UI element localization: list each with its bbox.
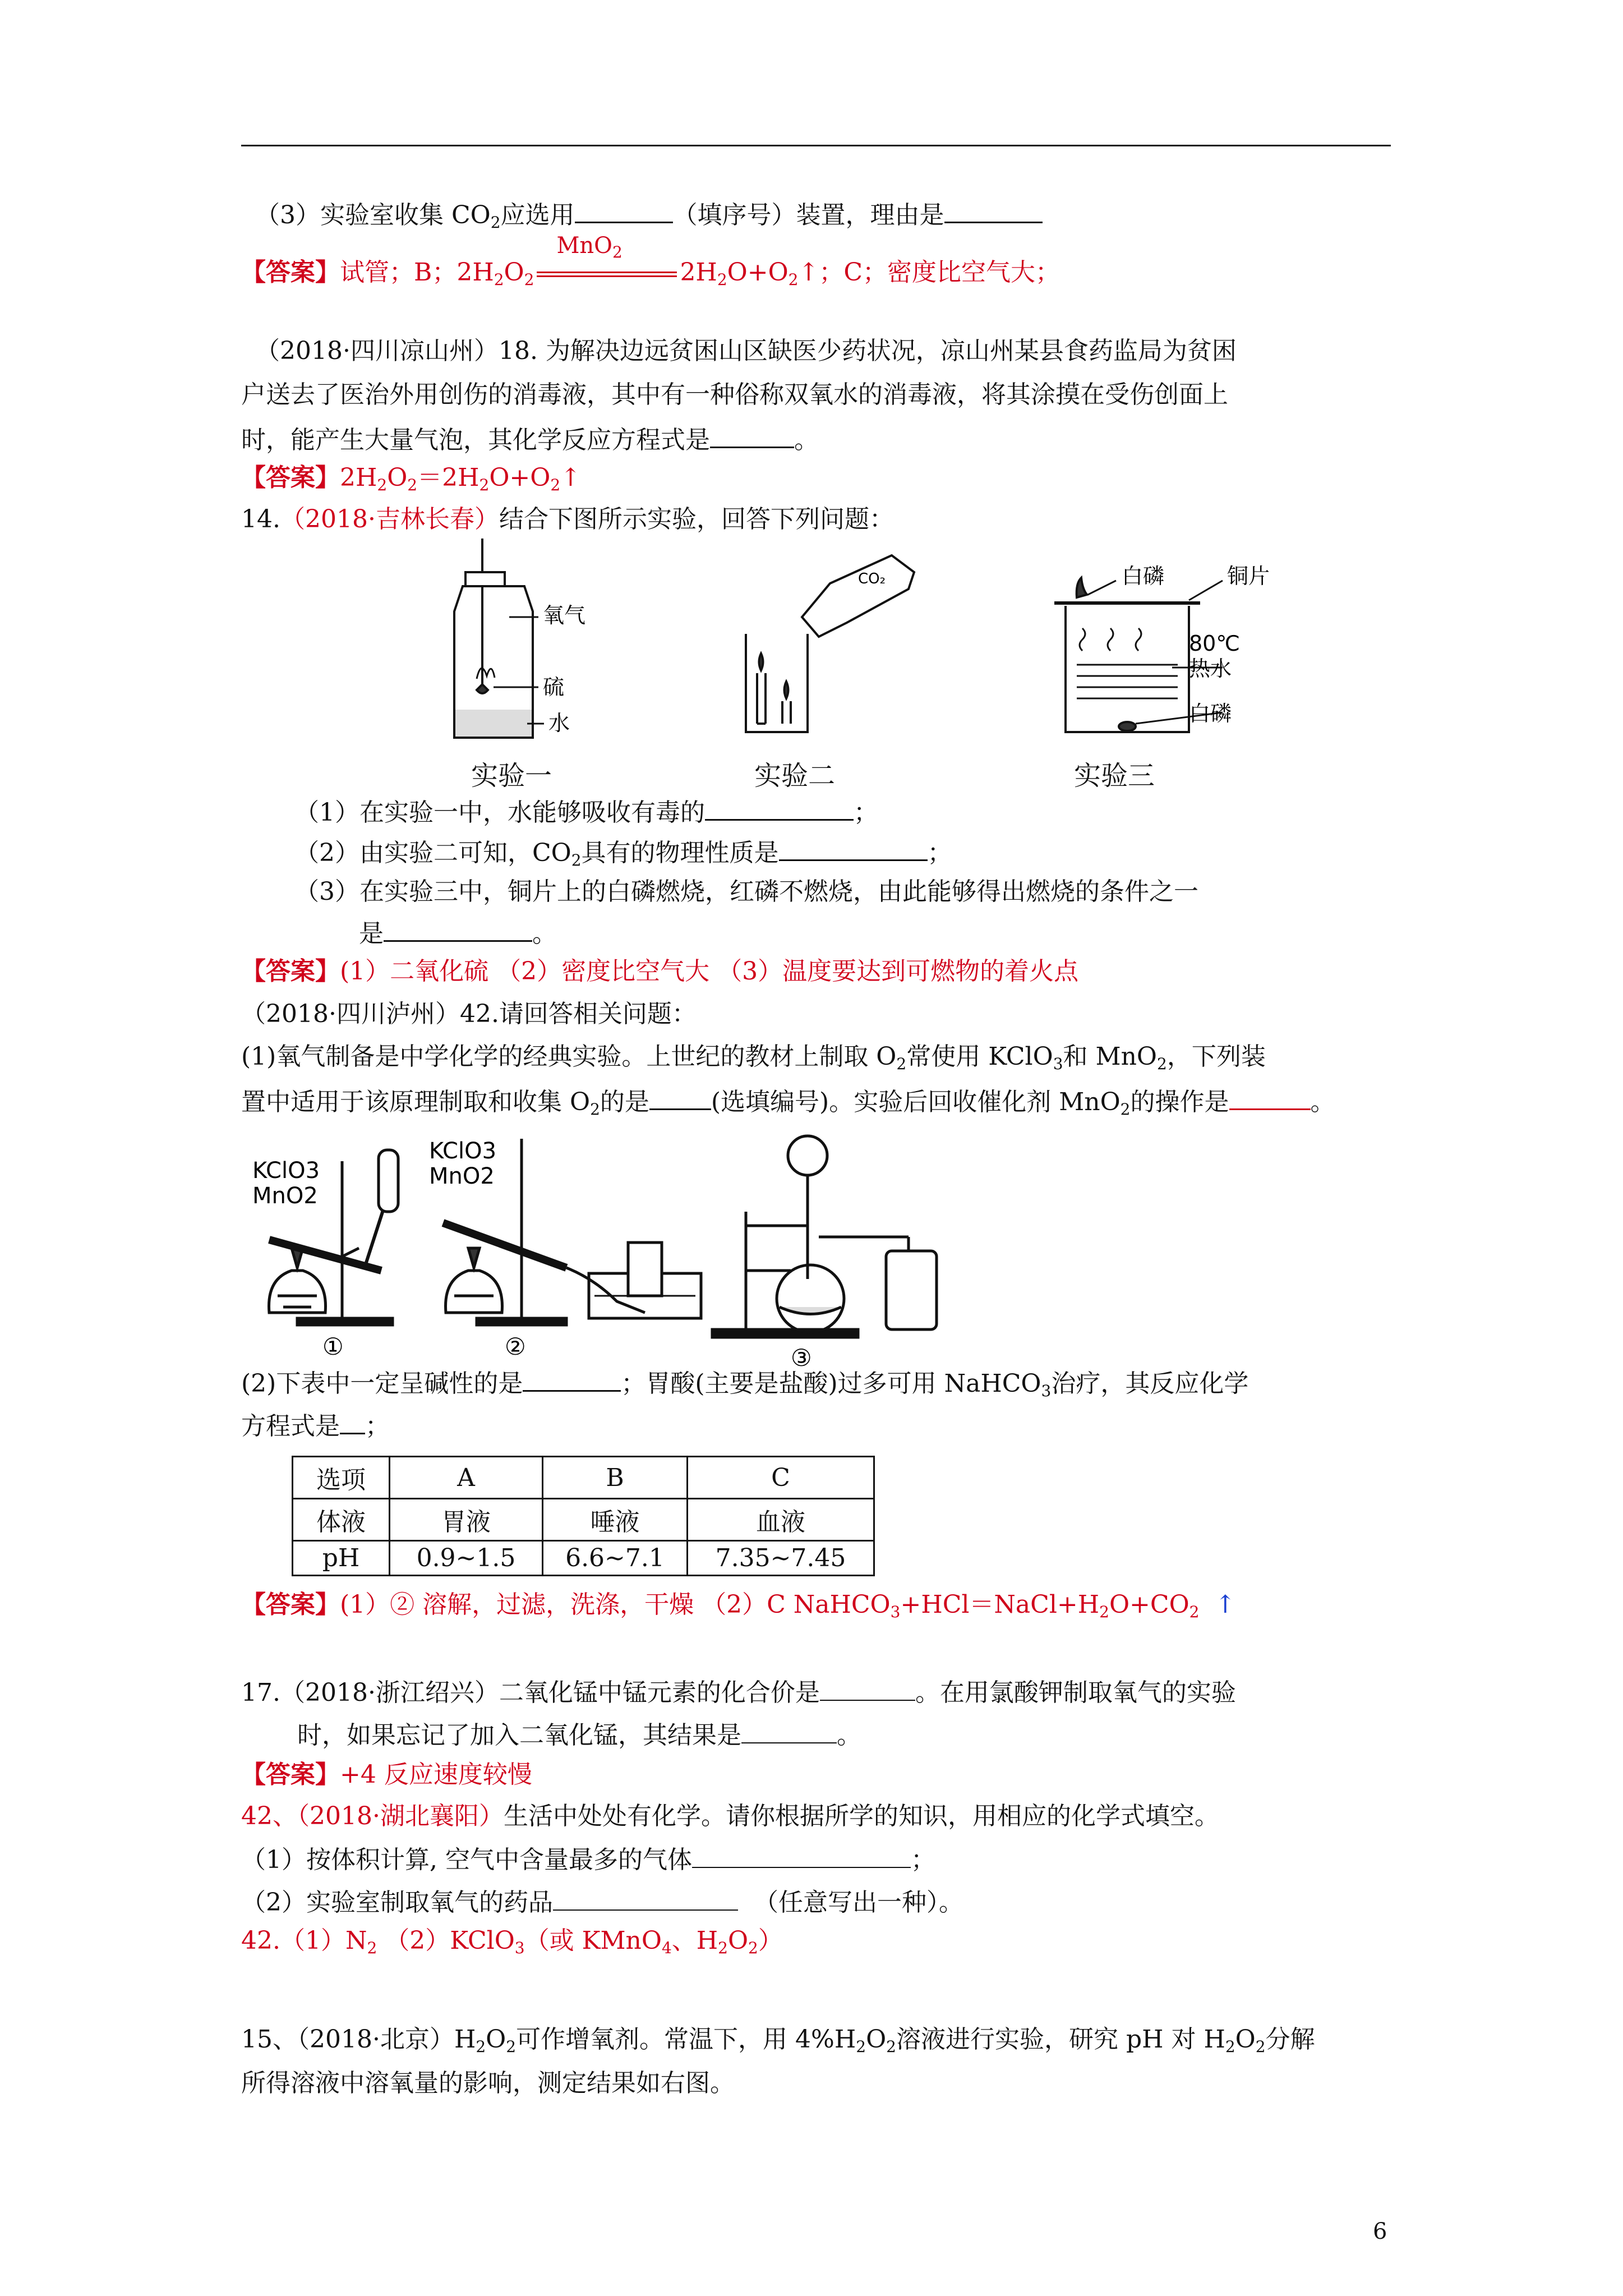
table-row (293, 1499, 874, 1541)
xiangyang-q2: （2）实验室制取氧气的药品 （任意写出一种）。 (241, 1888, 963, 1917)
shaoxing-line-1: 17.（2018·浙江绍兴）二氧化锰中锰元素的化合价是 。在用氯酸钾制取氧气的实验 (241, 1678, 1236, 1707)
table-cell: pH (293, 1541, 390, 1576)
changchun-q1: （1）在实验一中，水能够吸收有毒的 ； (294, 797, 878, 828)
caption-exp-3: 实验三 (1074, 760, 1155, 792)
ph-table (292, 1456, 875, 1576)
label-sulfur: 硫 (543, 675, 565, 700)
beijing-line-2: 所得溶液中溶氧量的影响，测定结果如右图。 (241, 2069, 735, 2097)
label-apparatus-1: ① (322, 1333, 344, 1360)
liangshan-line-3: 时，能产生大量气泡，其化学反应方程式是 。 (241, 424, 819, 455)
luzhou-head: （2018·四川泸州）42.请回答相关问题： (241, 1000, 697, 1028)
apparatus-3 (712, 1136, 937, 1337)
caption-exp-2: 实验二 (754, 760, 836, 792)
answer-4: 【答案】(1）② 溶解，过滤，洗涤，干燥 （2）C $NaHCO_3+HCl=NaCl+H_2O+CO_2$ ↑ (241, 1590, 1236, 1621)
table-cell: 选项 (293, 1457, 390, 1499)
luzhou-p2: 置中适用于该原理制取和收集 $O_2$的是 (选填编号)。实验后回收催化剂 MnO$_2$的操作是 。 (241, 1086, 1335, 1119)
liangshan-line-2: 户送去了医治外用创伤的消毒液，其中有一种俗称双氧水的消毒液，将其涂摸在受伤创面上 (241, 380, 1228, 409)
liangshan-line-1: （2018·四川凉山州）18. 为解决边远贫困山区缺医少药状况，凉山州某县食药监局为贫困 (255, 337, 1237, 365)
label-kclo3-2: KClO3 (429, 1138, 497, 1164)
changchun-q3-b: 是 。 (359, 918, 557, 949)
answer-3: 【答案】(1）二氧化硫 （2）密度比空气大 （3）温度要达到可燃物的着火点 (241, 957, 1079, 986)
q3-co2-line: （3）实验室收集 $CO_2$应选用 （填序号）装置，理由是 (255, 199, 1043, 232)
table-cell: B (543, 1457, 688, 1499)
header-rule (241, 145, 1391, 146)
table-cell: 体液 (293, 1499, 390, 1541)
xiangyang-answer: $42.(1)N_2$ （2）KClO$_3$（或 KMnO$_4$、$H_2O_2$） (241, 1926, 783, 1957)
table-cell: 胃液 (390, 1499, 543, 1541)
page-number: 6 (1373, 2219, 1387, 2244)
luzhou-p4: 方程式是 ； (241, 1410, 390, 1442)
label-mno2-1: MnO2 (252, 1183, 318, 1209)
table-cell: 7.35~7.45 (688, 1541, 874, 1576)
answer-1: 【答案】试管；B；$2H_2O_2$ MnO$_2$ $2H_2O+O_2↑$；C；密度比空气大； (241, 233, 1061, 289)
table-cell: 唾液 (543, 1499, 688, 1541)
table-cell: 血液 (688, 1499, 874, 1541)
table-cell: C (688, 1457, 874, 1499)
luzhou-p1: (1)氧气制备是中学化学的经典实验。上世纪的教材上制取 $O_2$常使用 KClO$_3$和 MnO$_2$，下列装 (241, 1042, 1266, 1073)
label-hot-water: 热水 (1189, 656, 1232, 681)
answer-2: 【答案】$2H_2O_2=2H_2O+O_2↑$ (241, 463, 582, 494)
label-water: 水 (548, 711, 570, 735)
experiment-figure (443, 539, 1273, 746)
label-kclo3-1: KClO3 (252, 1158, 320, 1184)
label-white-phosphorus-top: 白磷 (1122, 564, 1165, 588)
table-row (293, 1457, 874, 1499)
catalyst-arrow: MnO$_2$ (534, 258, 680, 288)
label-oxygen: 氧气 (543, 603, 586, 628)
luzhou-p3: (2)下表中一定呈碱性的是 ；胃酸(主要是盐酸)过多可用 NaHCO$_3$治疗，其反应化学 (241, 1368, 1248, 1401)
co2-beaker-apparatus (746, 555, 914, 732)
gas-jar-apparatus (454, 539, 544, 738)
shaoxing-line-2: 时，如果忘记了加入二氧化锰，其结果是 。 (297, 1721, 861, 1750)
label-apparatus-3: ③ (791, 1344, 812, 1372)
table-cell: A (390, 1457, 543, 1499)
label-white-phosphorus-bottom: 白磷 (1189, 701, 1232, 726)
xiangyang-question: 42、（2018·湖北襄阳）生活中处处有化学。请你根据所学的知识，用相应的化学式填空。 (241, 1802, 1219, 1830)
xiangyang-q1: （1）按体积计算, 空气中含量最多的气体 ； (241, 1846, 935, 1874)
label-co2: CO₂ (858, 570, 886, 587)
label-temperature: 80℃ (1189, 631, 1241, 656)
label-mno2-2: MnO2 (429, 1163, 495, 1189)
table-cell: 0.9~1.5 (390, 1541, 543, 1576)
apparatus-figure (252, 1128, 993, 1374)
label-copper: 铜片 (1227, 564, 1270, 588)
changchun-q2: （2）由实验二可知，$CO_2$具有的物理性质是 ； (294, 837, 952, 870)
beijing-line-1: 15、（2018·北京）$H_2O_2$可作增氧剂。常温下，用 $4\%H_2O_2$溶液进行实验，研究 pH 对 $H_2O_2$分解 (241, 2025, 1315, 2056)
label-apparatus-2: ② (505, 1333, 526, 1360)
table-cell: 6.6~7.1 (543, 1541, 688, 1576)
caption-exp-1: 实验一 (471, 760, 552, 792)
answer-5: 【答案】+4 反应速度较慢 (241, 1760, 532, 1789)
table-row (293, 1541, 874, 1576)
changchun-question: 14.（2018·吉林长春）结合下图所示实验，回答下列问题： (241, 505, 894, 533)
changchun-q3: （3）在实验三中，铜片上的白磷燃烧，红磷不燃烧，由此能够得出燃烧的条件之一 (294, 877, 1198, 906)
